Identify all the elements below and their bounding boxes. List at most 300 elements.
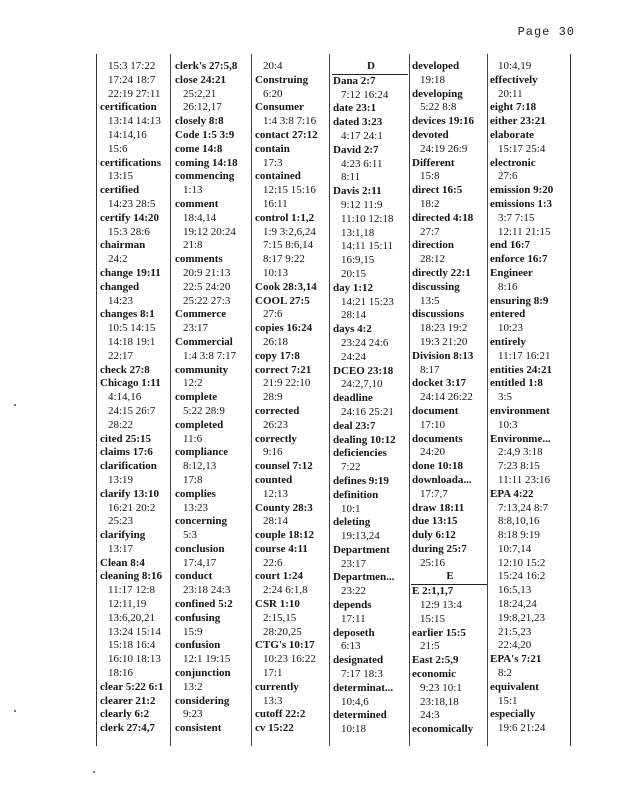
index-term: environment: [490, 404, 550, 417]
index-entry: [411, 543, 489, 571]
index-entry: [174, 170, 252, 198]
page-line-reference: 19:3 21:20: [420, 335, 468, 348]
index-entry: [411, 585, 489, 626]
index-term: electronic: [490, 156, 536, 169]
index-term: confusing: [175, 611, 221, 624]
index-entry: [489, 184, 567, 198]
page-line-reference: 15:24 16:2: [498, 570, 546, 583]
index-entry: [489, 157, 567, 185]
index-term: discussions: [412, 308, 464, 321]
index-term: deadline: [333, 392, 373, 405]
index-term: confusion: [175, 639, 221, 652]
page-line-reference: 14:11 15:11: [341, 240, 394, 253]
page-line-reference: 10:23: [498, 322, 524, 335]
page-line-reference: 15:3 17:22: [108, 60, 156, 72]
section-letter: D: [367, 60, 375, 72]
index-entry: [489, 267, 567, 295]
index-term: copies 16:24: [255, 322, 313, 335]
page-line-reference: 13:3: [263, 694, 283, 707]
index-term: CTG's 10:17: [255, 639, 315, 652]
index-entry: [174, 198, 252, 253]
page-line-reference: 17:7,7: [420, 487, 448, 500]
index-term: comment: [175, 197, 219, 210]
index-entry: [332, 116, 410, 144]
page-line-reference: 22:6: [263, 556, 283, 569]
index-column-2: [174, 60, 252, 736]
index-entry: [174, 143, 252, 157]
index-term: close 24:21: [175, 73, 227, 86]
index-entry: [174, 364, 252, 392]
index-term: directed 4:18: [412, 211, 474, 224]
page-line-reference: 9:16: [263, 446, 283, 459]
page-line-reference: 12:10 15:2: [498, 556, 546, 569]
index-term: certified: [100, 184, 140, 197]
index-entry: [174, 667, 252, 695]
page-line-reference: 1:4 3:8 7:17: [183, 349, 237, 362]
index-entry: [489, 253, 567, 267]
index-term: duly 6:12: [412, 529, 456, 542]
index-entry: [254, 212, 332, 281]
section-heading: [332, 60, 410, 75]
page-line-reference: 23:18 24:3: [183, 584, 231, 597]
page-line-reference: 4:17 24:1: [341, 129, 383, 142]
page-line-reference: 14:23: [108, 294, 134, 307]
page-line-reference: 25:23: [108, 515, 134, 528]
index-term: commencing: [175, 170, 235, 183]
page-line-reference: 18:24,24: [498, 598, 537, 611]
index-entry: [254, 295, 332, 323]
page-line-reference: 26:18: [263, 335, 289, 348]
index-entry: [254, 529, 332, 543]
index-term: dated 3:23: [333, 116, 383, 129]
index-column-1: [99, 60, 177, 736]
page-line-reference: 21:9 22:10: [263, 377, 311, 390]
index-term: deleting: [333, 516, 371, 529]
index-entry: [489, 101, 567, 115]
index-term: Departmen...: [333, 571, 395, 584]
index-entry: [332, 627, 410, 655]
page-line-reference: 14:23 28:5: [108, 197, 156, 210]
index-entry: [174, 419, 252, 447]
page-line-reference: 26:23: [263, 418, 289, 431]
page-line-reference: 11:10 12:18: [341, 212, 394, 225]
index-term: clarification: [100, 460, 157, 473]
index-term: determined: [333, 709, 387, 722]
page-line-reference: 20:11: [498, 87, 523, 100]
index-term: devices 19:16: [412, 115, 475, 128]
index-entry: [411, 267, 489, 281]
index-term: eight 7:18: [490, 101, 537, 114]
page-line-reference: 19:8,21,23: [498, 611, 546, 624]
index-term: Clean 8:4: [100, 556, 145, 569]
page-line-reference: 11:17 12:8: [108, 584, 155, 597]
index-term: Division 8:13: [412, 349, 474, 362]
index-term: either 23:21: [490, 115, 546, 128]
index-entry: [254, 60, 332, 74]
page-line-reference: 22:4,20: [498, 639, 532, 652]
scan-speck: [14, 710, 16, 712]
index-term: deposeth: [333, 626, 375, 639]
page-line-reference: 9:23: [183, 708, 203, 721]
index-term: coming 14:18: [175, 156, 238, 169]
page-line-reference: 13:24 15:14: [108, 625, 161, 638]
page-line-reference: 22:17: [108, 349, 134, 362]
index-entry: [411, 668, 489, 723]
index-entry: [332, 420, 410, 434]
page-line-reference: 19:18: [420, 73, 446, 86]
page-line-reference: 21:5: [420, 640, 440, 653]
index-entry: [411, 350, 489, 378]
index-term: entirely: [490, 335, 526, 348]
index-term: especially: [490, 708, 536, 721]
index-term: CSR 1:10: [255, 598, 300, 611]
index-entry: [332, 102, 410, 116]
index-entry: [254, 74, 332, 102]
index-term: claims 17:6: [100, 446, 153, 459]
page-line-reference: 8:18 9:19: [498, 529, 540, 542]
index-term: Consumer: [255, 101, 304, 114]
index-entry: [332, 544, 410, 572]
page-line-reference: 28:9: [263, 391, 283, 404]
page-line-reference: 25:2,21: [183, 87, 217, 100]
index-entry: [254, 433, 332, 461]
page-line-reference: 19:6 21:24: [498, 722, 546, 735]
index-term: check 27:8: [100, 363, 150, 376]
page-line-reference: 18:2: [420, 197, 440, 210]
page-line-reference: 23:17: [183, 322, 209, 335]
page-line-reference: 27:6: [498, 170, 518, 183]
index-entry: [99, 281, 177, 309]
index-term: earlier 15:5: [412, 626, 466, 639]
index-term: ensuring 8:9: [490, 294, 549, 307]
index-term: closely 8:8: [175, 115, 224, 128]
page-line-reference: 10:3: [498, 418, 518, 431]
index-entry: [254, 322, 332, 350]
index-term: copy 17:8: [255, 349, 300, 362]
index-term: done 10:18: [412, 460, 464, 473]
index-term: documents: [412, 432, 463, 445]
page-line-reference: 10:1: [341, 502, 361, 515]
page-line-reference: 10:18: [341, 723, 367, 736]
page-line-reference: 24:24: [341, 350, 367, 363]
index-term: devoted: [412, 128, 449, 141]
page-line-reference: 12:11 21:15: [498, 225, 551, 238]
index-term: David 2:7: [333, 143, 379, 156]
page-line-reference: 24:2,7,10: [341, 378, 383, 391]
page-line-reference: 27:6: [263, 308, 283, 321]
index-entry: [174, 115, 252, 129]
page-line-reference: 11:6: [183, 432, 203, 445]
index-entry: [489, 433, 567, 488]
page-line-reference: 7:13,24 8:7: [498, 501, 549, 514]
index-term: COOL 27:5: [255, 294, 310, 307]
page-line-reference: 10:4,19: [498, 60, 532, 72]
index-entry: [332, 75, 410, 103]
index-entry: [489, 74, 567, 102]
index-term: clear 5:22 6:1: [100, 680, 164, 693]
index-term: document: [412, 404, 459, 417]
index-entry: [411, 723, 489, 737]
index-term: developing: [412, 87, 463, 100]
index-term: changes 8:1: [100, 308, 155, 321]
page-line-reference: 8:17 9:22: [263, 253, 305, 266]
index-term: community: [175, 363, 229, 376]
index-term: emission 9:20: [490, 184, 554, 197]
index-term: determinat...: [333, 681, 394, 694]
index-term: conjunction: [175, 667, 231, 680]
index-entry: [174, 598, 252, 612]
index-entry: [254, 129, 332, 143]
index-entry: [332, 434, 410, 448]
index-term: court 1:24: [255, 570, 303, 583]
index-term: conduct: [175, 570, 213, 583]
index-entry: [411, 502, 489, 516]
index-entry: [99, 212, 177, 240]
page-line-reference: 20:4: [263, 60, 283, 72]
index-entry: [411, 474, 489, 502]
index-term: clarify 13:10: [100, 487, 159, 500]
index-entry: [174, 253, 252, 308]
index-term: definition: [333, 488, 379, 501]
index-entry: [411, 115, 489, 129]
index-entry: [174, 157, 252, 171]
page-line-reference: 3:7 7:15: [498, 211, 535, 224]
index-term: entered: [490, 308, 526, 321]
page-line-reference: 24:3: [420, 709, 440, 722]
index-entry: [99, 157, 177, 185]
index-entry: [254, 281, 332, 295]
index-entry: [99, 695, 177, 709]
page-line-reference: 18:4,14: [183, 211, 217, 224]
index-term: compliance: [175, 446, 229, 459]
index-entry: [174, 515, 252, 543]
index-entry: [174, 543, 252, 571]
page-line-reference: 24:14 26:22: [420, 391, 473, 404]
page-line-reference: 12:15 15:16: [263, 184, 316, 197]
index-term: confined 5:2: [175, 598, 233, 611]
index-entry: [254, 101, 332, 129]
page-line-reference: 7:17 18:3: [341, 668, 383, 681]
page-line-reference: 28:20,25: [263, 625, 302, 638]
index-entry: [489, 129, 567, 157]
page-line-reference: 15:8: [420, 170, 440, 183]
page-line-reference: 13:1,18: [341, 226, 375, 239]
page-line-reference: 8:2: [498, 667, 513, 680]
page-line-reference: 1:4 3:8 7:16: [263, 115, 317, 128]
page-line-reference: 8:16: [498, 280, 518, 293]
index-term: currently: [255, 680, 299, 693]
index-entry: [411, 460, 489, 474]
index-term: changed: [100, 280, 140, 293]
index-entry: [99, 364, 177, 378]
index-term: course 4:11: [255, 542, 308, 555]
index-entry: [332, 654, 410, 682]
index-term: contain: [255, 142, 290, 155]
page-line-reference: 1:13: [183, 184, 203, 197]
page-line-reference: 16:10 18:13: [108, 653, 161, 666]
index-entry: [332, 599, 410, 627]
index-term: date 23:1: [333, 102, 377, 115]
index-entry: [489, 488, 567, 654]
index-term: downloada...: [412, 473, 472, 486]
index-entry: [332, 144, 410, 185]
index-entry: [489, 681, 567, 709]
index-entry: [99, 60, 177, 101]
index-entry: [99, 184, 177, 212]
index-entry: [99, 722, 177, 736]
index-term: East 2:5,9: [412, 654, 459, 667]
page-line-reference: 15:15: [420, 612, 446, 625]
index-term: enforce 16:7: [490, 253, 548, 266]
index-entry: [99, 308, 177, 363]
index-entry: [332, 475, 410, 489]
page-line-reference: 14:18 19:1: [108, 335, 156, 348]
index-term: completed: [175, 418, 224, 431]
page-line-reference: 27:7: [420, 225, 440, 238]
index-entry: [411, 529, 489, 543]
page-line-reference: 7:12 16:24: [341, 88, 389, 101]
page-line-reference: 16:21 20:2: [108, 501, 156, 514]
page-line-reference: 15:9: [183, 625, 203, 638]
index-term: Davis 2:11: [333, 185, 382, 198]
index-term: clerk's 27:5,8: [175, 60, 238, 72]
index-term: Different: [412, 156, 455, 169]
index-entry: [411, 377, 489, 405]
page-line-reference: 23:22: [341, 585, 367, 598]
index-entry: [254, 681, 332, 709]
index-term: direction: [412, 239, 454, 252]
index-term: discussing: [412, 280, 460, 293]
index-entry: [489, 405, 567, 433]
index-entry: [411, 654, 489, 668]
page-line-reference: 5:22 28:9: [183, 404, 225, 417]
index-column-6: [489, 60, 567, 736]
index-term: Commercial: [175, 335, 233, 348]
page-line-reference: 10:7,14: [498, 542, 532, 555]
index-term: clearer 21:2: [100, 694, 156, 707]
page-line-reference: 20:9 21:13: [183, 266, 231, 279]
page-line-reference: 24:15 26:7: [108, 404, 156, 417]
index-entry: [489, 60, 567, 74]
index-term: cutoff 22:2: [255, 708, 306, 721]
index-entry: [411, 157, 489, 185]
index-term: day 1:12: [333, 281, 374, 294]
page-line-reference: 16:5,13: [498, 584, 532, 597]
page-line-reference: 13:23: [183, 501, 209, 514]
page-line-reference: 13:14 14:13: [108, 115, 161, 128]
page-line-reference: 23:17: [341, 557, 367, 570]
page-line-reference: 6:13: [341, 640, 361, 653]
index-entry: [254, 502, 332, 530]
page-line-reference: 21:8: [183, 239, 203, 252]
page-line-reference: 11:17 16:21: [498, 349, 551, 362]
index-column-5: [411, 60, 489, 737]
index-entry: [174, 336, 252, 364]
index-entry: [99, 708, 177, 722]
page-line-reference: 5:22 8:8: [420, 101, 457, 114]
index-term: control 1:1,2: [255, 211, 315, 224]
index-term: direct 16:5: [412, 184, 463, 197]
index-entry: [332, 185, 410, 282]
index-entry: [489, 115, 567, 129]
page-line-reference: 17:11: [341, 612, 366, 625]
page-line-reference: 1:9 3:2,6,24: [263, 225, 316, 238]
page-line-reference: 9:23 10:1: [420, 681, 462, 694]
index-term: contact 27:12: [255, 128, 318, 141]
index-entry: [489, 239, 567, 253]
index-term: deficiencies: [333, 447, 387, 460]
index-term: effectively: [490, 73, 538, 86]
index-term: certify 14:20: [100, 211, 159, 224]
index-term: considering: [175, 694, 230, 707]
scan-speck: [14, 404, 16, 406]
index-term: entitled 1:8: [490, 377, 543, 390]
index-term: clerk 27:4,7: [100, 722, 155, 735]
index-entry: [411, 212, 489, 240]
index-entry: [99, 570, 177, 680]
page-line-reference: 15:18 16:4: [108, 639, 156, 652]
index-entry: [332, 682, 410, 710]
index-entry: [99, 101, 177, 156]
index-term: certifications: [100, 156, 162, 169]
index-term: cleaning 8:16: [100, 570, 163, 583]
page-line-reference: 15:6: [108, 142, 128, 155]
page-line-reference: 3:5: [498, 391, 513, 404]
page-line-reference: 6:20: [263, 87, 283, 100]
index-term: designated: [333, 654, 384, 667]
index-term: end 16:7: [490, 239, 531, 252]
page-line-reference: 26:12,17: [183, 101, 222, 114]
page-line-reference: 7:23 8:15: [498, 460, 540, 473]
index-term: Dana 2:7: [333, 74, 376, 87]
index-term: complete: [175, 391, 218, 404]
index-entry: [254, 460, 332, 474]
index-entry: [411, 515, 489, 529]
index-term: complies: [175, 487, 216, 500]
index-entry: [174, 60, 252, 74]
index-term: correct 7:21: [255, 363, 312, 376]
index-entry: [254, 143, 332, 171]
scan-speck: [93, 771, 95, 773]
index-entry: [411, 627, 489, 655]
page-line-reference: 12:2: [183, 377, 203, 390]
index-entry: [489, 708, 567, 736]
index-entry: [332, 323, 410, 364]
page-line-reference: 19:12 20:24: [183, 225, 236, 238]
index-entry: [332, 709, 410, 737]
index-term: comments: [175, 253, 223, 266]
index-term: clarifying: [100, 529, 146, 542]
page-line-reference: 12:1 19:15: [183, 653, 231, 666]
index-entry: [99, 460, 177, 488]
page-number: Page 30: [517, 25, 575, 39]
index-entry: [254, 598, 332, 639]
index-term: depends: [333, 599, 372, 612]
page-line-reference: 12:11,19: [108, 598, 147, 611]
index-term: directly 22:1: [412, 266, 471, 279]
page-line-reference: 28:12: [420, 253, 446, 266]
page-line-reference: 22:5 24:20: [183, 280, 231, 293]
index-entry: [411, 433, 489, 461]
index-entry: [99, 377, 177, 432]
index-term: counted: [255, 473, 293, 486]
page-line-reference: 28:14: [341, 309, 367, 322]
page-line-reference: 21:5,23: [498, 625, 532, 638]
index-term: Commerce: [175, 308, 227, 321]
index-entry: [489, 308, 567, 336]
index-term: couple 18:12: [255, 529, 314, 542]
index-term: dealing 10:12: [333, 433, 396, 446]
